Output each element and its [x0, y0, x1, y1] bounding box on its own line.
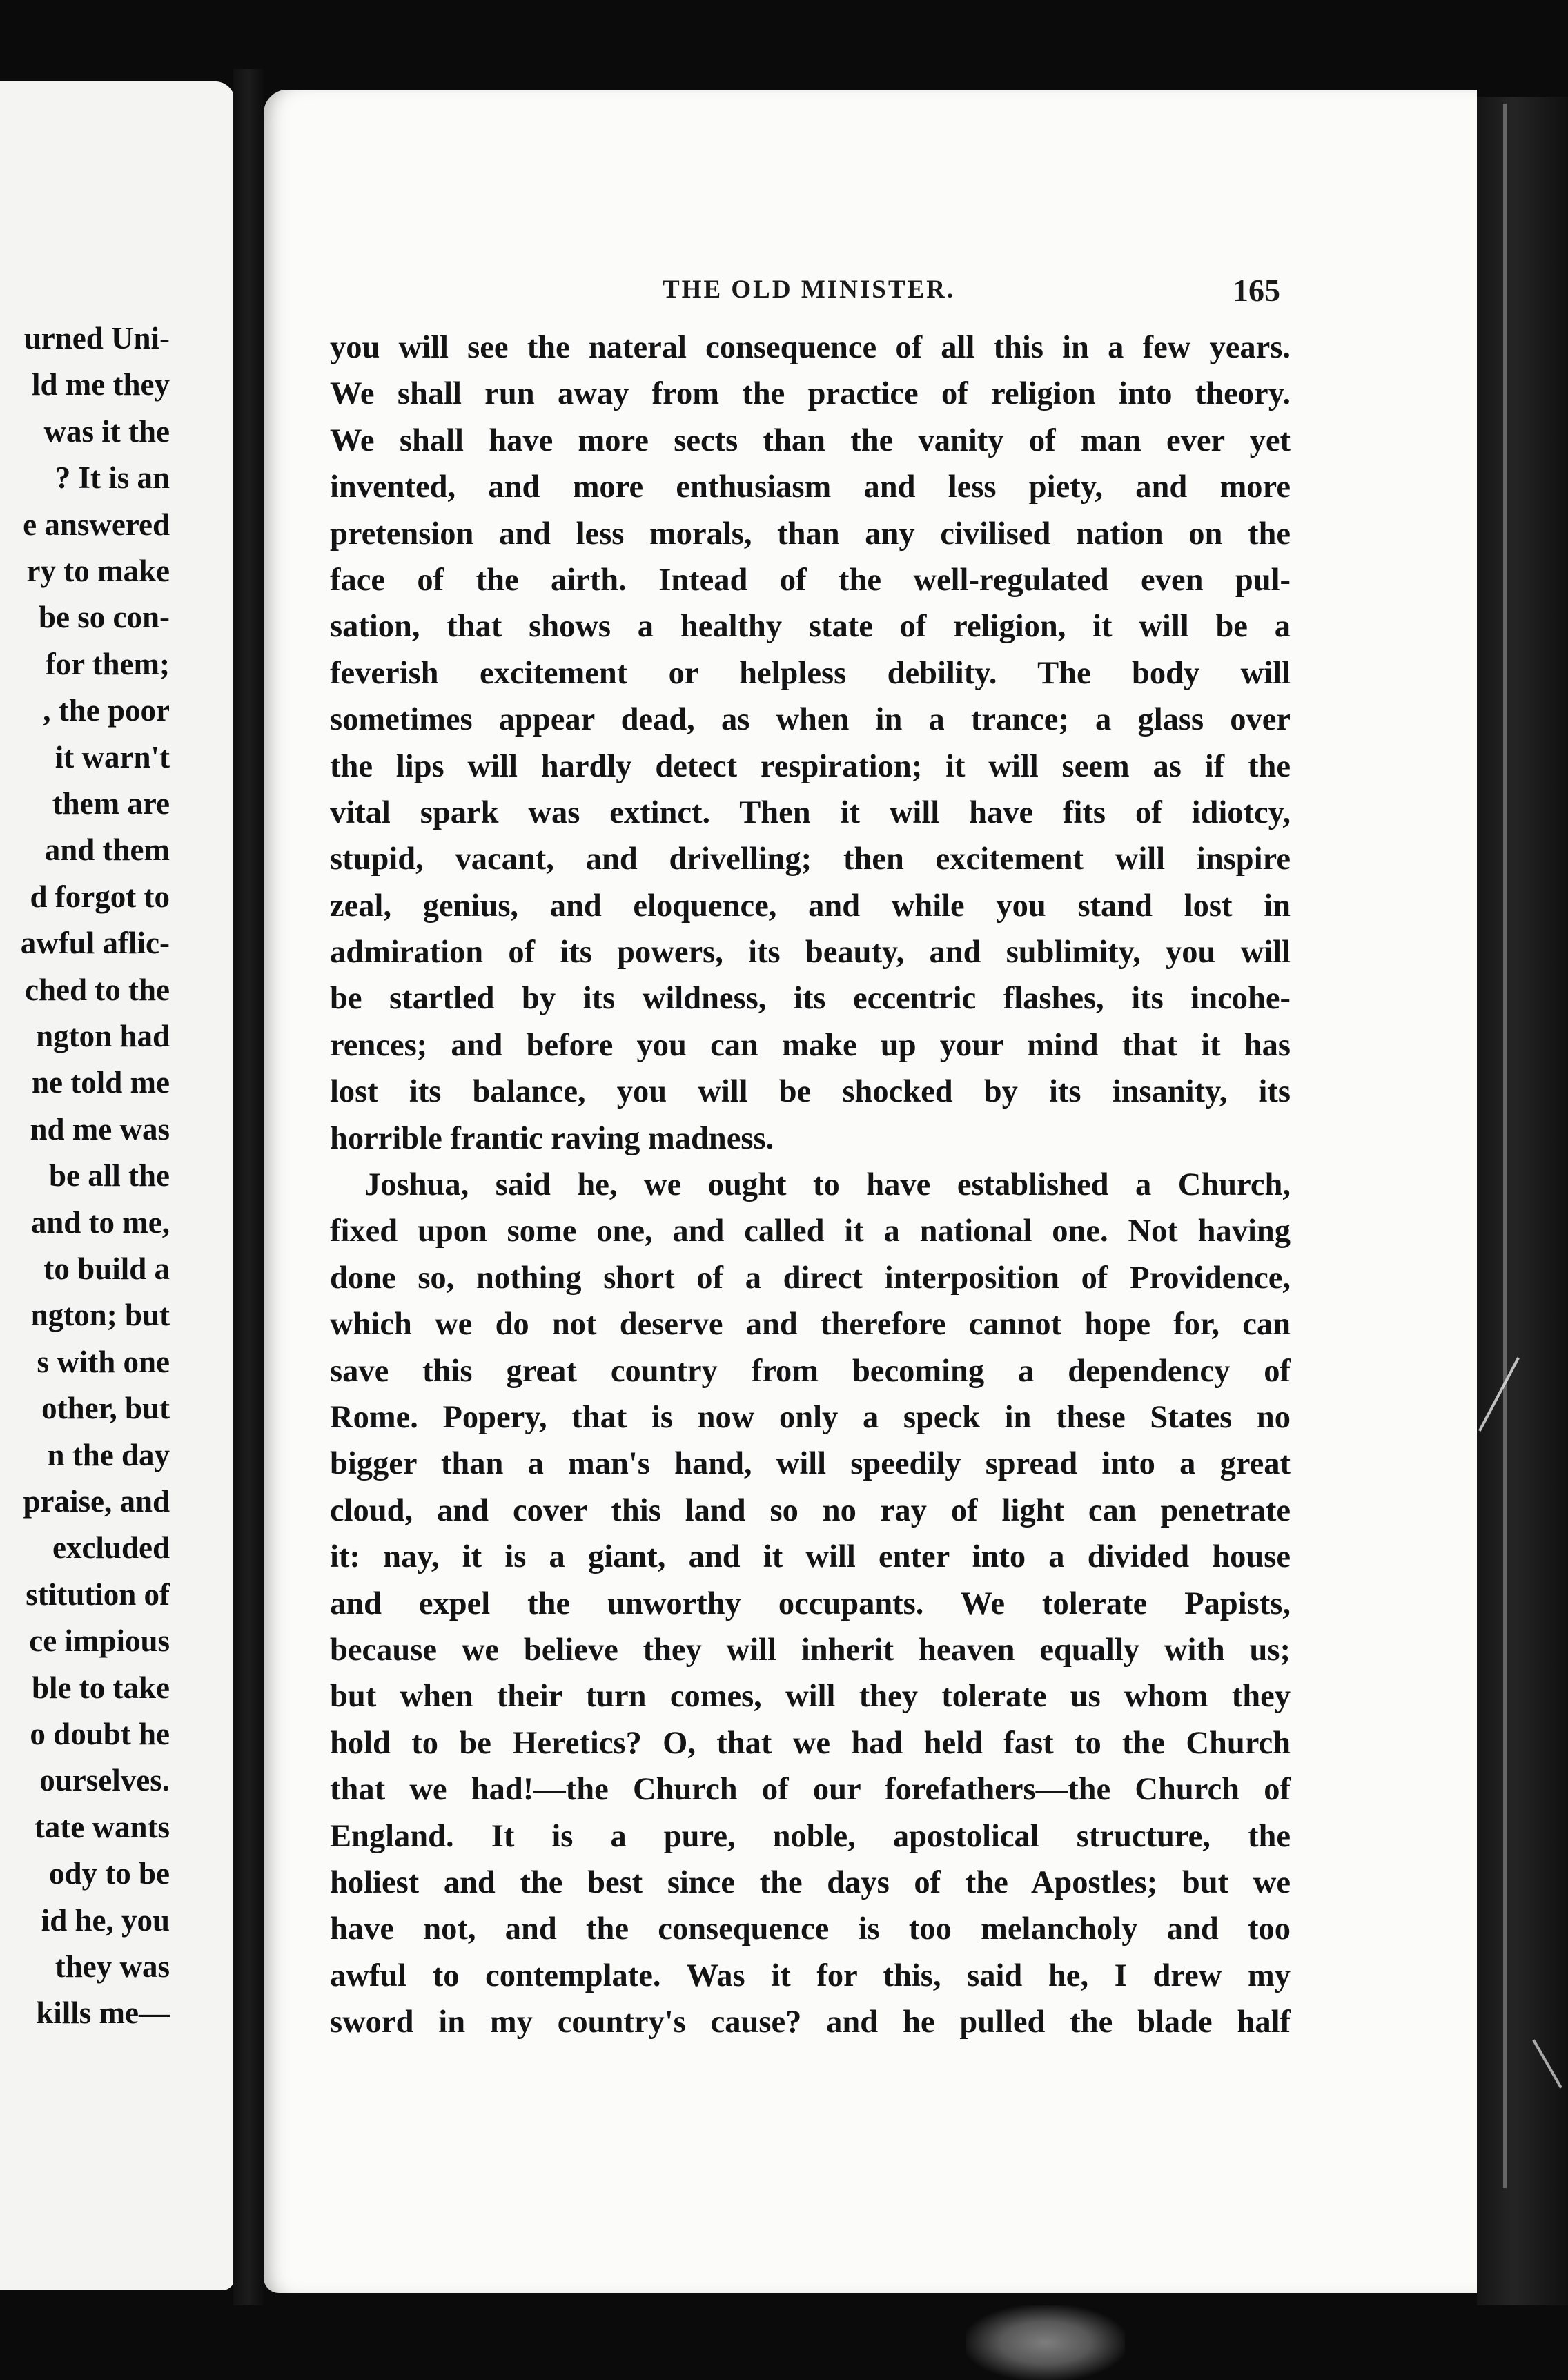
text-line: have not, and the consequence is too melancholy and too — [330, 1911, 1291, 1947]
left-page-line: it warn't — [55, 739, 170, 774]
left-page-line: e answered — [23, 507, 170, 542]
text-line: We shall run away from the practice of religion into theory. — [330, 376, 1291, 412]
text-line: bigger than a man's hand, will speedily spread into a great — [330, 1446, 1291, 1482]
left-page-line: ourselves. — [39, 1763, 170, 1798]
text-line: awful to contemplate. Was it for this, said he, I drew my — [330, 1958, 1291, 1993]
left-page-line: urned Uni- — [23, 321, 170, 355]
text-line: stupid, vacant, and drivelling; then excitement will inspire — [330, 841, 1291, 877]
text-line: save this great country from becoming a dependency of — [330, 1353, 1291, 1389]
left-page-line: for them; — [45, 646, 170, 681]
text-line: admiration of its powers, its beauty, and sublimity, you will — [330, 935, 1291, 970]
left-page-line: stitution of — [26, 1577, 170, 1612]
left-page-line: to build a — [43, 1251, 170, 1286]
left-page-line: id he, you — [41, 1902, 170, 1938]
left-page-line: ld me they — [32, 367, 170, 402]
left-page-line: and them — [44, 832, 170, 868]
text-line: cloud, and cover this land so no ray of light can penetrate — [330, 1492, 1291, 1528]
text-line: be startled by its wildness, its eccentric flashes, its incohe- — [330, 981, 1291, 1017]
text-line: you will see the nateral consequence of all this in a few years. — [330, 330, 1291, 365]
page-number: 165 — [1233, 273, 1280, 308]
left-page-line: d forgot to — [30, 879, 170, 914]
text-line: vital spark was extinct. Then it will have fits of idiotcy, — [330, 794, 1291, 830]
text-line: fixed upon some one, and called it a national one. Not having — [330, 1213, 1291, 1249]
left-page-line: and to me, — [30, 1204, 170, 1240]
left-page-line: they was — [55, 1949, 170, 1984]
left-page-line: ody to be — [48, 1856, 170, 1891]
text-line: horrible frantic raving madness. — [330, 1120, 774, 1156]
text-line: done so, nothing short of a direct interposition of Providence, — [330, 1260, 1291, 1296]
text-line: the lips will hardly detect respiration; it will seem as if the — [330, 748, 1291, 784]
text-line: and expel the unworthy occupants. We tolerate Papists, — [330, 1586, 1291, 1621]
left-page-line: nd me was — [30, 1111, 170, 1147]
left-page-line: ry to make — [26, 554, 170, 588]
left-page-line: s with one — [37, 1344, 170, 1379]
left-page-line: praise, and — [23, 1484, 170, 1519]
left-page-line: them are — [52, 786, 170, 821]
left-page-line: tate wants — [34, 1809, 170, 1844]
left-page-line: , the poor — [43, 693, 170, 728]
text-line: face of the airth. Intead of the well-regulated even pul- — [330, 562, 1291, 598]
book-gutter — [233, 69, 264, 2305]
page-edge-shadow — [1477, 97, 1568, 2305]
text-line: it: nay, it is a giant, and it will enter into a divided house — [330, 1539, 1291, 1575]
text-line: hold to be Heretics? O, that we had held fast to the Church — [330, 1725, 1291, 1761]
left-page-line: be so con- — [39, 600, 170, 635]
left-page-line: was it the — [43, 413, 170, 449]
text-line: lost its balance, you will be shocked by its insanity, its — [330, 1074, 1291, 1110]
scan-scratch — [1503, 104, 1507, 2188]
left-page-line: ? It is an — [55, 460, 170, 496]
left-page-line: be all the — [49, 1158, 170, 1193]
scan-smudge — [966, 2305, 1125, 2380]
text-line: holiest and the best since the days of the Apostles; but we — [330, 1864, 1291, 1900]
left-page-line: awful aflic- — [20, 926, 170, 961]
left-page-line: ngton had — [36, 1019, 170, 1053]
text-line: We shall have more sects than the vanity of man ever yet — [330, 422, 1291, 458]
left-page-line: ngton; but — [30, 1298, 170, 1333]
text-line: invented, and more enthusiasm and less piety, and more — [330, 469, 1291, 505]
text-line: sation, that shows a healthy state of religion, it will be a — [330, 609, 1291, 645]
text-line: England. It is a pure, noble, apostolical structure, the — [330, 1818, 1291, 1854]
left-page-line: ble to take — [32, 1670, 170, 1705]
left-page-line: other, but — [41, 1391, 170, 1426]
text-line: sword in my country's cause? and he pulled the blade half — [330, 2005, 1291, 2040]
left-page-line: o doubt he — [30, 1717, 170, 1751]
body-text — [330, 324, 1291, 2045]
left-page-line: ched to the — [25, 972, 170, 1007]
text-line: pretension and less morals, than any civilised nation on the — [330, 516, 1291, 552]
left-page-line: ce impious — [29, 1623, 170, 1659]
text-line: Joshua, said he, we ought to have established a Church, — [364, 1167, 1291, 1203]
text-line: that we had!—the Church of our forefathers—the Church of — [330, 1772, 1291, 1808]
left-page-line: n the day — [47, 1437, 170, 1472]
text-line: which we do not deserve and therefore cannot hope for, can — [330, 1307, 1291, 1343]
text-line: Rome. Popery, that is now only a speck in these States no — [330, 1399, 1291, 1435]
text-line: sometimes appear dead, as when in a trance; a glass over — [330, 702, 1291, 738]
text-line: zeal, genius, and eloquence, and while you stand lost in — [330, 888, 1291, 924]
left-page-line: kills me— — [36, 1996, 170, 2031]
left-page — [0, 81, 235, 2290]
text-line: feverish excitement or helpless debility. The body will — [330, 655, 1291, 691]
text-line: rences; and before you can make up your mind that it has — [330, 1027, 1291, 1063]
text-line: but when their turn comes, will they tolerate us whom they — [330, 1679, 1291, 1715]
left-page-line: ne told me — [32, 1065, 170, 1100]
running-title: THE OLD MINISTER. — [663, 275, 956, 304]
left-page-line: excluded — [52, 1530, 170, 1565]
text-line: because we believe they will inherit heaven equally with us; — [330, 1632, 1291, 1668]
